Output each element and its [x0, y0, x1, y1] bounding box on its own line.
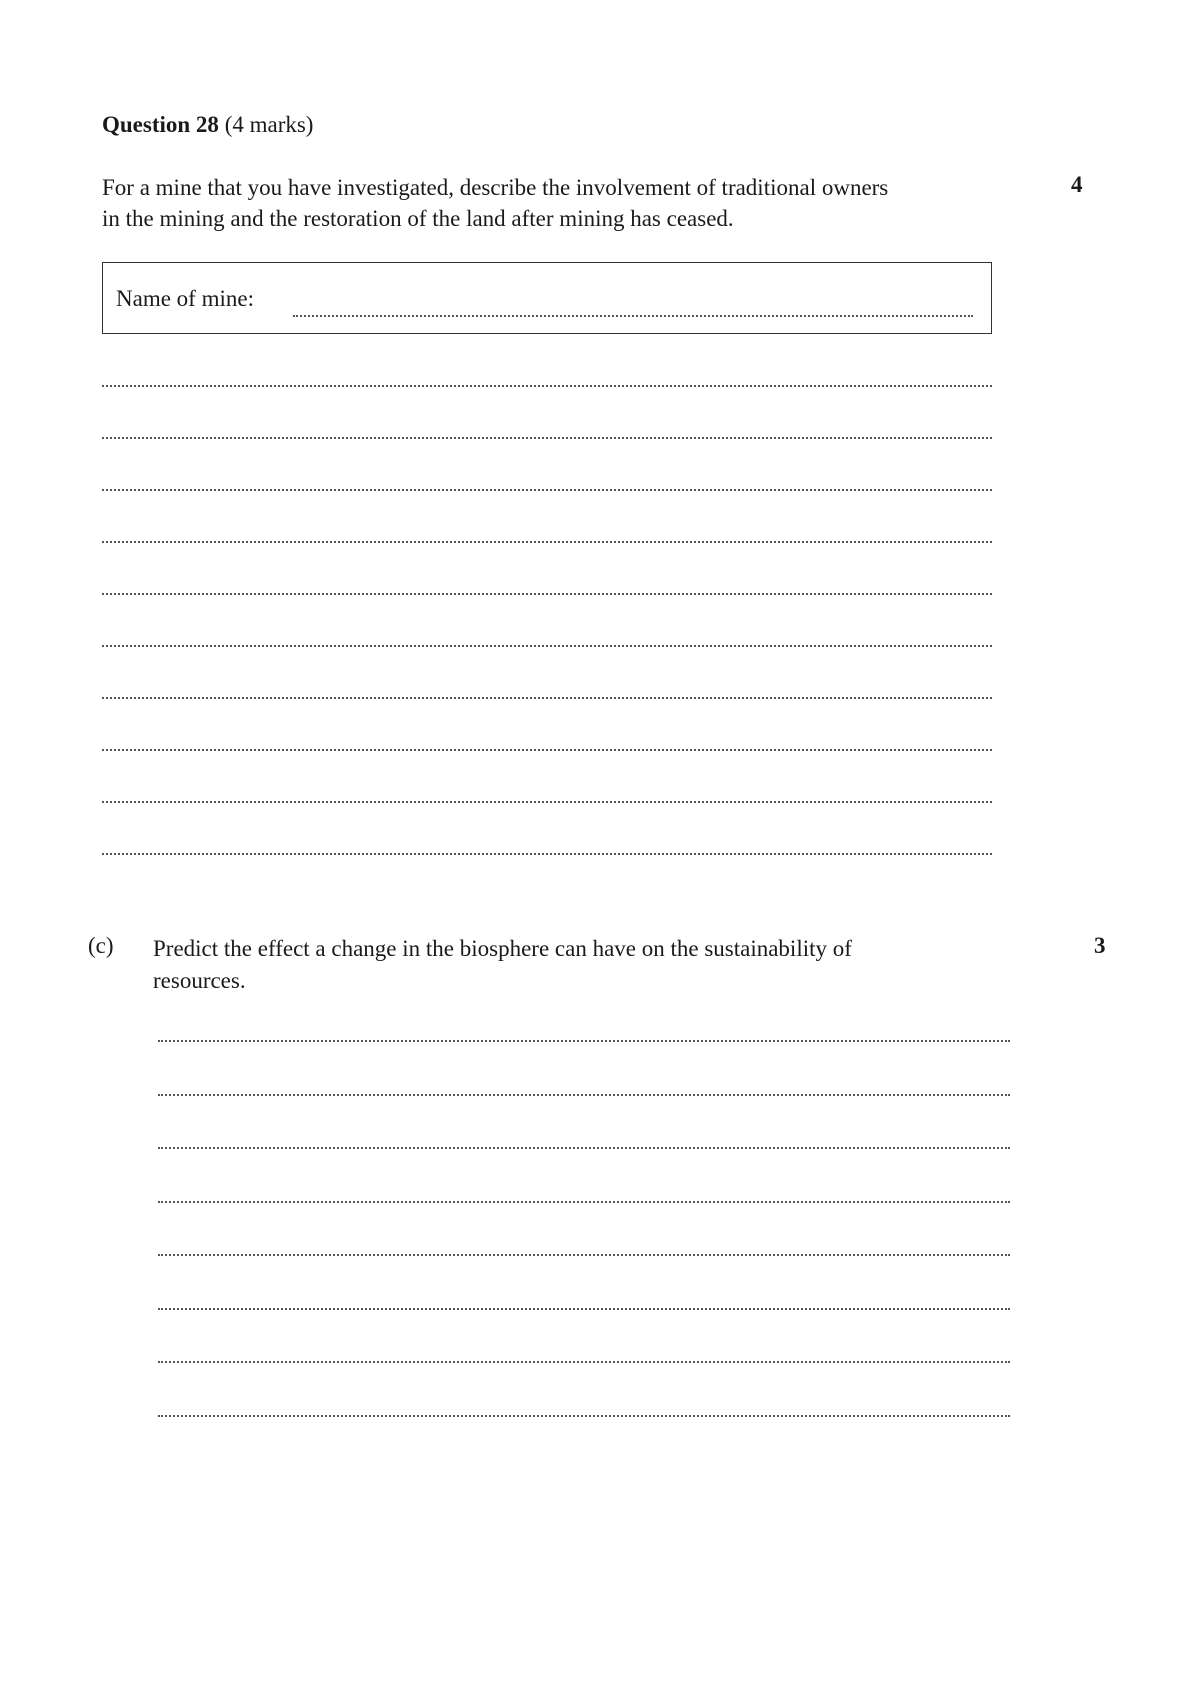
part-c-marks: 3: [1094, 933, 1106, 958]
part-c-label: (c): [88, 933, 114, 958]
question-text-line-1: For a mine that you have investigated, describe the involvement of traditional owners: [102, 175, 889, 200]
part-c-answer-line[interactable]: [158, 1308, 1010, 1310]
name-of-mine-answer-line[interactable]: [293, 315, 973, 317]
question-heading: [102, 112, 313, 138]
question-answer-line[interactable]: [102, 801, 992, 803]
part-c-text: [153, 933, 1013, 997]
part-c-answer-line[interactable]: [158, 1147, 1010, 1149]
part-c-answer-line[interactable]: [158, 1254, 1010, 1256]
part-c-text-line-2: resources.: [153, 968, 246, 993]
question-marks: 4: [1071, 172, 1083, 197]
question-number: Question 28: [102, 112, 219, 137]
question-answer-line[interactable]: [102, 385, 992, 387]
part-c-answer-line[interactable]: [158, 1040, 1010, 1042]
question-marks-label: (4 marks): [224, 112, 314, 137]
question-text: [102, 172, 1002, 234]
name-of-mine-label: Name of mine:: [116, 286, 254, 311]
question-answer-line[interactable]: [102, 541, 992, 543]
part-c-answer-line[interactable]: [158, 1201, 1010, 1203]
question-answer-line[interactable]: [102, 697, 992, 699]
question-answer-line[interactable]: [102, 489, 992, 491]
part-c-text-line-1: Predict the effect a change in the biosphere can have on the sustainability of: [153, 936, 852, 961]
question-answer-line[interactable]: [102, 437, 992, 439]
part-c-answer-line[interactable]: [158, 1415, 1010, 1417]
question-answer-line[interactable]: [102, 749, 992, 751]
part-c-answer-line[interactable]: [158, 1361, 1010, 1363]
question-answer-line[interactable]: [102, 853, 992, 855]
part-c-answer-line[interactable]: [158, 1094, 1010, 1096]
question-text-line-2: in the mining and the restoration of the land after mining has ceased.: [102, 206, 734, 231]
question-answer-line[interactable]: [102, 593, 992, 595]
question-answer-line[interactable]: [102, 645, 992, 647]
name-of-mine-box: [102, 262, 992, 334]
